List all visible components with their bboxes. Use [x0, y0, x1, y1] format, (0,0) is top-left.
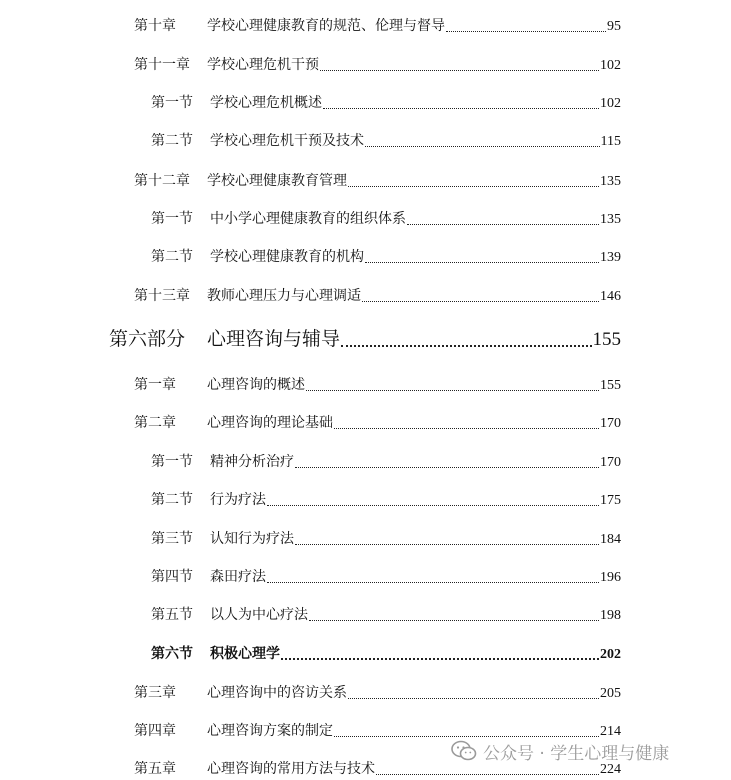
entry-title: 心理咨询的常用方法与技术: [207, 761, 375, 777]
dot-leader: [348, 697, 599, 699]
toc-entry-section[interactable]: [151, 248, 621, 267]
dot-leader: [295, 466, 599, 468]
entry-number: 第十章: [134, 18, 176, 34]
toc-entry-chapter[interactable]: [134, 684, 621, 703]
entry-page: 198: [600, 608, 621, 623]
dot-leader: [309, 619, 599, 621]
entry-title: 心理咨询的理论基础: [207, 415, 333, 431]
dot-leader: [348, 185, 599, 187]
dot-leader: [267, 504, 599, 506]
entry-page: 155: [592, 329, 621, 350]
entry-page: 115: [600, 134, 621, 149]
dot-leader: [362, 300, 599, 302]
entry-page: 135: [600, 212, 621, 227]
entry-number: 第六节: [151, 646, 193, 662]
watermark-text: 公众号 · 学生心理与健康: [483, 743, 670, 764]
entry-title: 心理咨询方案的制定: [207, 723, 333, 739]
dot-leader: [295, 543, 599, 545]
entry-title: 认知行为疗法: [210, 531, 294, 547]
toc-entry-section[interactable]: [151, 491, 621, 510]
toc-entry-chapter[interactable]: [134, 172, 621, 191]
entry-number: 第二节: [151, 249, 193, 265]
toc-entry-section[interactable]: [151, 453, 621, 472]
dot-leader: [365, 261, 599, 263]
entry-number: 第一节: [151, 95, 193, 111]
entry-page: 205: [600, 686, 621, 701]
wechat-icon: [451, 740, 477, 762]
entry-number: 第一章: [134, 377, 176, 393]
entry-page: 102: [600, 96, 621, 111]
toc-entry-chapter[interactable]: [134, 56, 621, 75]
dot-leader: [446, 30, 606, 32]
entry-title: 心理咨询的概述: [207, 377, 305, 393]
entry-title: 中小学心理健康教育的组织体系: [210, 211, 406, 227]
toc-entry-section-highlighted[interactable]: [151, 645, 621, 664]
toc-entry-section[interactable]: [151, 132, 621, 151]
entry-number: 第六部分: [109, 328, 186, 350]
dot-leader: [267, 581, 599, 583]
entry-page: 155: [600, 378, 621, 393]
entry-page: 214: [600, 724, 621, 739]
entry-title: 学校心理危机概述: [210, 95, 322, 111]
entry-title: 学校心理危机干预: [207, 57, 319, 73]
entry-number: 第二节: [151, 492, 193, 508]
toc-entry-section[interactable]: [151, 530, 621, 549]
entry-page: 202: [600, 647, 621, 662]
entry-page: 196: [600, 570, 621, 585]
entry-title: 森田疗法: [210, 569, 266, 585]
entry-title: 学校心理危机干预及技术: [210, 133, 364, 149]
entry-number: 第一节: [151, 454, 193, 470]
entry-title: 以人为中心疗法: [210, 607, 308, 623]
entry-number: 第四节: [151, 569, 193, 585]
toc-entry-part[interactable]: [109, 327, 621, 352]
entry-page: 224: [600, 762, 621, 777]
entry-title: 学校心理健康教育管理: [207, 173, 347, 189]
entry-title: 积极心理学: [210, 646, 280, 662]
entry-page: 102: [600, 58, 621, 73]
entry-page: 170: [600, 455, 621, 470]
entry-title: 心理咨询中的咨访关系: [207, 685, 347, 701]
dot-leader: [320, 69, 599, 71]
entry-title: 教师心理压力与心理调适: [207, 288, 361, 304]
dot-leader: [306, 389, 599, 391]
dot-leader: [365, 145, 600, 147]
dot-leader: [341, 344, 591, 347]
entry-number: 第四章: [134, 723, 176, 739]
entry-page: 175: [600, 493, 621, 508]
entry-number: 第三章: [134, 685, 176, 701]
entry-number: 第十一章: [134, 57, 190, 73]
dot-leader: [323, 107, 599, 109]
watermark: [451, 736, 669, 766]
dot-leader: [334, 427, 599, 429]
entry-number: 第十二章: [134, 173, 190, 189]
entry-number: 第五节: [151, 607, 193, 623]
toc-entry-chapter[interactable]: [134, 376, 621, 395]
toc-entry-chapter[interactable]: [134, 17, 621, 36]
toc-entry-section[interactable]: [151, 210, 621, 229]
entry-title: 精神分析治疗: [210, 454, 294, 470]
entry-number: 第一节: [151, 211, 193, 227]
entry-page: 135: [600, 174, 621, 189]
entry-page: 184: [600, 532, 621, 547]
entry-number: 第二章: [134, 415, 176, 431]
entry-page: 146: [600, 289, 621, 304]
entry-title: 心理咨询与辅导: [207, 328, 341, 350]
dot-leader: [407, 223, 599, 225]
entry-number: 第三节: [151, 531, 193, 547]
entry-page: 95: [607, 19, 621, 34]
entry-title: 学校心理健康教育的规范、伦理与督导: [207, 18, 445, 34]
toc-entry-chapter[interactable]: [134, 414, 621, 433]
toc-entry-section[interactable]: [151, 94, 621, 113]
toc-entry-chapter[interactable]: [134, 287, 621, 306]
entry-number: 第五章: [134, 761, 176, 777]
toc-entry-section[interactable]: [151, 606, 621, 625]
entry-title: 行为疗法: [210, 492, 266, 508]
entry-page: 139: [600, 250, 621, 265]
dot-leader: [281, 657, 599, 660]
entry-number: 第二节: [151, 133, 193, 149]
dot-leader: [376, 773, 599, 775]
entry-number: 第十三章: [134, 288, 190, 304]
toc-entry-section[interactable]: [151, 568, 621, 587]
entry-title: 学校心理健康教育的机构: [210, 249, 364, 265]
entry-page: 170: [600, 416, 621, 431]
